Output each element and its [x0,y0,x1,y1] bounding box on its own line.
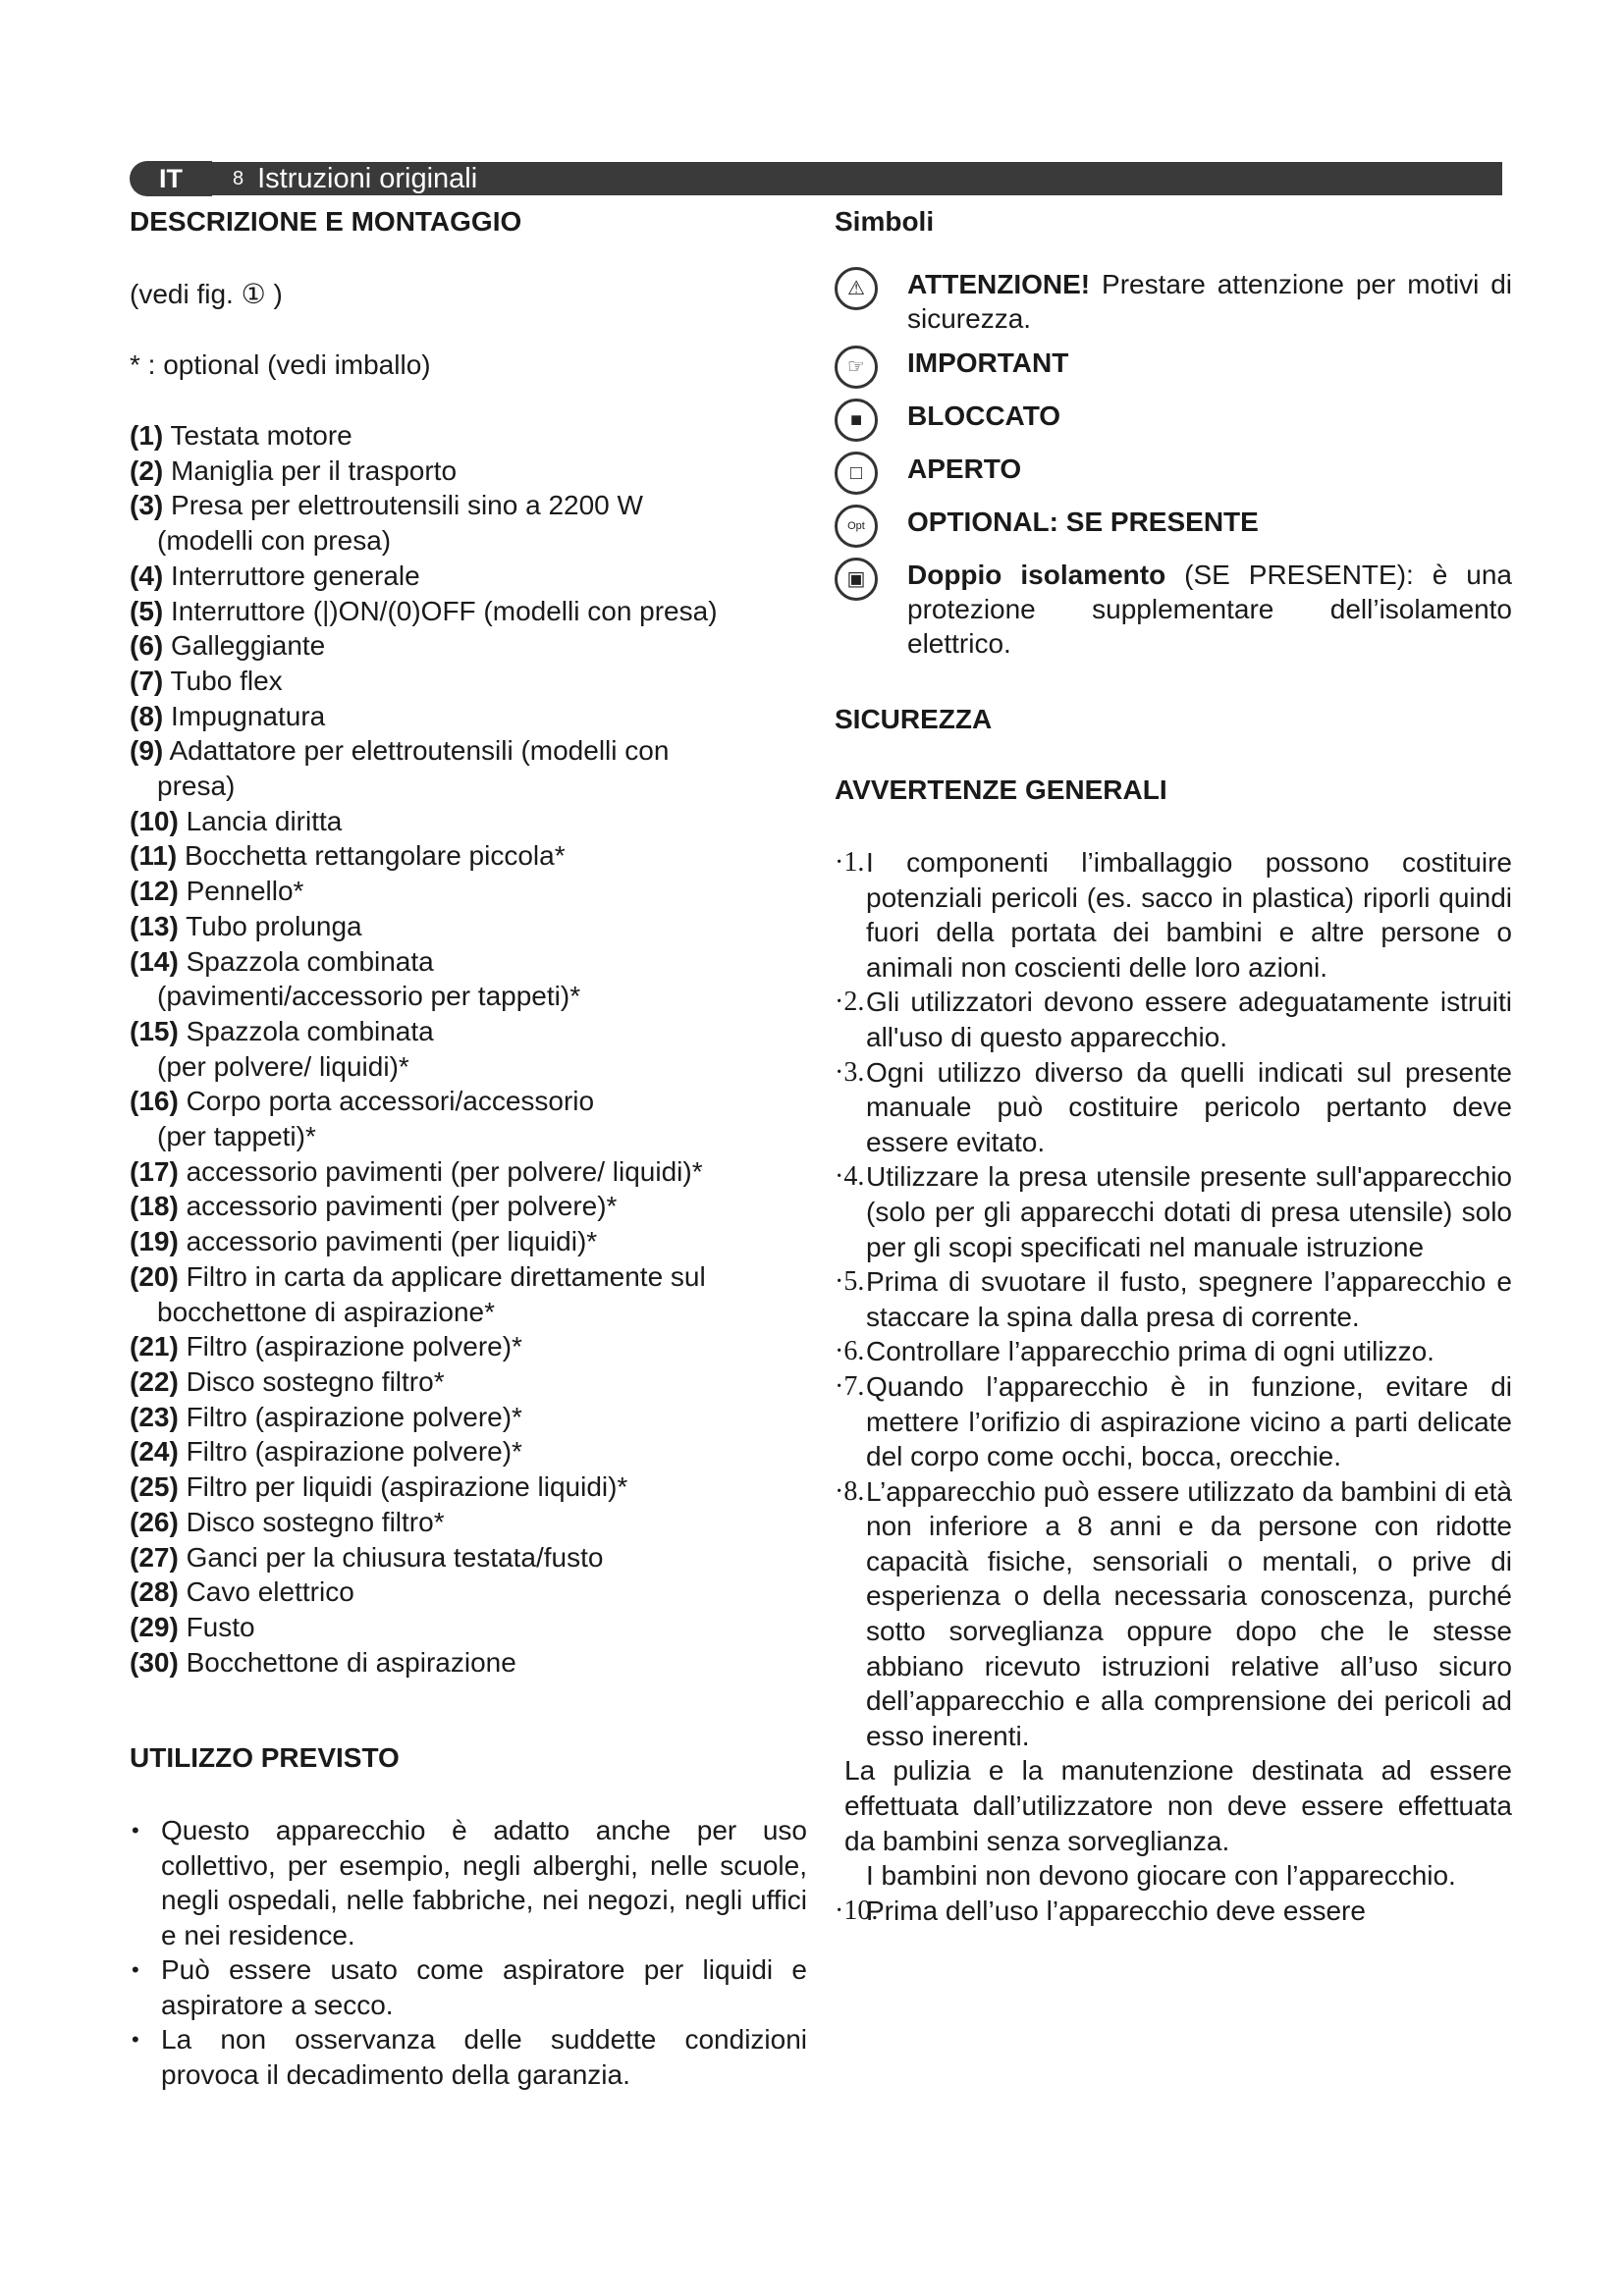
left-column [130,206,807,2092]
optional-note: * : optional (vedi imballo) [130,349,431,380]
figure-reference: (vedi fig. ① ) [130,279,283,309]
part-item [130,1259,807,1295]
part-item [130,1505,807,1540]
lock-open-icon: □ [835,452,878,495]
part-label: Spazzola combinata [186,1015,434,1046]
symbol-label: IMPORTANT [907,347,1069,378]
warning-text: L’apparecchio può essere utilizzato da bambini di età non inferiore a 8 anni e da persone con ridotte capacità fisiche, sensoriali o mentali, o prive di esperienza o della necessaria conoscenza, purché sotto sorveglianza oppure dopo che le stesse abbiano ricevuto istruzioni relative all’uso sicuro dell’apparecchio e alla comprensione dei pericoli ad esso inerenti. [866,1475,1512,1751]
warnings-list [835,845,1512,1753]
part-number: (23) [130,1401,179,1432]
part-label: Impugnatura [171,700,326,731]
warning-text: I componenti l’imballaggio possono costituire potenziali pericoli (es. sacco in plastica) riporli quindi fuori della portata dei bambini e altre persone o animali non coscienti delle loro azioni. [866,847,1512,983]
part-number: (15) [130,1015,179,1046]
part-label: Interruttore generale [171,560,420,591]
symbol-description [907,267,1512,336]
part-item [130,454,807,489]
part-number: (12) [130,876,179,907]
part-item [130,418,807,454]
part-label: Filtro in carta da applicare direttamente sul [186,1260,706,1292]
part-label: Bocchetta rettangolare piccola* [185,840,566,872]
part-number: (9) [130,735,164,767]
warning-number: ·5. [835,1266,865,1298]
part-number: (25) [130,1471,179,1503]
part-label: Bocchettone di aspirazione [186,1646,516,1678]
warning-item [835,1159,1512,1264]
warning-text: Prima dell’uso l’apparecchio deve essere [866,1895,1366,1926]
part-item [130,874,807,909]
symbol-label: Doppio isolamento [907,560,1166,590]
part-item [130,1540,807,1575]
part-number: (18) [130,1191,179,1222]
part-label: Cavo elettrico [186,1576,354,1608]
part-label: Interruttore (|)ON/(0)OFF (modelli con presa) [171,595,718,626]
double-insulation-icon: ▣ [835,558,878,601]
part-number: (21) [130,1331,179,1362]
symbol-row [835,399,1512,442]
part-number: (2) [130,454,164,486]
part-label: Ganci per la chiusura testata/fusto [186,1541,604,1573]
section-heading-symbols: Simboli [835,206,935,237]
part-number: (22) [130,1365,179,1397]
symbol-row [835,505,1512,548]
symbol-description [907,346,1512,380]
symbol-row [835,558,1512,661]
children-note: I bambini non devono giocare con l’apparecchio. [866,1860,1456,1892]
part-item [130,664,807,699]
section-heading-description: DESCRIZIONE E MONTAGGIO [130,206,522,237]
part-item [130,1084,807,1119]
warning-item [835,845,1512,985]
part-label: Corpo porta accessori/accessorio [186,1086,595,1117]
part-number: (27) [130,1541,179,1573]
warning-text: Utilizzare la presa utensile presente sull'apparecchio (solo per gli apparecchi dotati di presa utensile) solo per gli scopi specificati nel manuale istruzione [866,1161,1512,1262]
warning-text: Quando l’apparecchio è in funzione, evitare di mettere l’orifizio di aspirazione vicino a parti delicate del corpo come occhi, bocca, orecchie. [866,1370,1512,1472]
part-item [130,699,807,734]
part-number: (13) [130,910,179,941]
part-number: (14) [130,945,179,977]
part-continuation: (modelli con presa) [157,525,392,557]
warning-text: Controllare l’apparecchio prima di ogni utilizzo. [866,1336,1435,1367]
part-item [130,804,807,839]
part-number: (7) [130,665,164,696]
warning-item-10 [835,1894,1512,1929]
warning-number: ·1. [835,847,865,878]
part-item [130,1224,807,1259]
warning-number: ·7. [835,1370,865,1402]
part-continuation: (per polvere/ liquidi)* [157,1050,409,1082]
part-item [130,594,807,629]
part-number: (3) [130,490,164,521]
part-label: Lancia diritta [186,805,343,836]
warning-item [835,1264,1512,1334]
symbol-row [835,346,1512,389]
symbol-text: (SE PRESENTE): è una protezione supplementare dell’isolamento elettrico. [907,560,1513,659]
part-number: (28) [130,1576,179,1608]
part-number: (30) [130,1646,179,1678]
part-label: Testata motore [170,420,352,451]
part-label: Presa per elettroutensili sino a 2200 W [171,490,643,521]
symbol-label: BLOCCATO [907,400,1061,431]
part-number: (10) [130,805,179,836]
symbol-row [835,267,1512,336]
section-heading-general-warnings: AVVERTENZE GENERALI [835,774,1167,805]
part-number: (26) [130,1506,179,1537]
part-item [130,1364,807,1400]
part-item [130,1645,807,1681]
part-continuation: presa) [157,771,236,802]
part-label: Filtro (aspirazione polvere)* [186,1401,522,1432]
right-column [835,206,1512,1928]
part-item [130,1610,807,1645]
warning-icon: ⚠ [835,267,878,310]
symbol-description [907,505,1512,539]
symbol-description [907,558,1512,661]
lock-closed-icon: ■ [835,399,878,442]
part-item [130,1189,807,1224]
part-number: (16) [130,1086,179,1117]
part-item [130,559,807,594]
symbols-list [835,267,1512,661]
part-label: Adattatore per elettroutensili (modelli con [169,735,670,767]
part-label: Tubo prolunga [186,910,362,941]
part-label: Galleggiante [171,630,326,662]
part-item [130,944,807,980]
part-item [130,1575,807,1610]
part-number: (29) [130,1611,179,1642]
pointing-hand-icon: ☞ [835,346,878,389]
part-number: (19) [130,1226,179,1257]
part-label: Disco sostegno filtro* [186,1506,445,1537]
warning-number: ·10. [835,1895,879,1926]
part-number: (1) [130,420,164,451]
part-continuation: (per tappeti)* [157,1121,316,1152]
warning-text: Prima di svuotare il fusto, spegnere l’apparecchio e staccare la spina dalla presa di corrente. [866,1266,1512,1332]
warning-item [835,1055,1512,1160]
warning-number: ·8. [835,1475,865,1507]
symbol-text: Prestare attenzione per motivi di sicurezza. [907,269,1512,334]
warning-item [835,1474,1512,1754]
part-item [130,909,807,944]
warning-number: ·6. [835,1336,865,1367]
warning-text: Gli utilizzatori devono essere adeguatamente istruiti all'uso di questo apparecchio. [866,987,1512,1052]
usage-bullet: • La non osservanza delle suddette condizioni provoca il decadimento della garanzia. [130,2022,807,2092]
part-number: (5) [130,595,164,626]
part-label: Filtro (aspirazione polvere)* [186,1436,522,1468]
part-item [130,838,807,874]
header-title: Istruzioni originali [257,162,478,194]
part-item [130,1400,807,1435]
symbol-row [835,452,1512,495]
part-label: Spazzola combinata [186,945,434,977]
section-heading-safety: SICUREZZA [835,704,993,734]
warning-text: Ogni utilizzo diverso da quelli indicati sul presente manuale può costituire pericolo pertanto deve essere evitato. [866,1056,1512,1157]
part-number: (20) [130,1260,179,1292]
symbol-label: ATTENZIONE! [907,269,1091,299]
part-number: (24) [130,1436,179,1468]
part-label: Filtro per liquidi (aspirazione liquidi)* [186,1471,628,1503]
part-item [130,733,807,769]
part-label: accessorio pavimenti (per polvere/ liquidi)* [186,1155,703,1187]
part-item [130,628,807,664]
warning-number: ·2. [835,987,865,1018]
warning-item [835,1334,1512,1369]
symbol-description [907,452,1512,486]
part-label: Filtro (aspirazione polvere)* [186,1331,522,1362]
part-label: accessorio pavimenti (per polvere)* [186,1191,618,1222]
usage-list [130,1813,807,2092]
part-number: (11) [130,840,178,872]
symbol-description [907,399,1512,433]
part-item [130,1329,807,1364]
part-item [130,1154,807,1190]
part-label: Fusto [186,1611,255,1642]
part-label: Pennello* [186,876,304,907]
part-label: Maniglia per il trasporto [171,454,458,486]
header-bar [211,162,1502,195]
parts-list [130,418,807,1680]
part-item [130,488,807,523]
section-heading-usage: UTILIZZO PREVISTO [130,1742,400,1774]
part-number: (8) [130,700,164,731]
symbol-label: OPTIONAL: SE PRESENTE [907,507,1259,537]
page-number: 8 [233,167,244,189]
language-badge: IT [130,161,212,196]
warning-item [835,1369,1512,1474]
warning-item [835,985,1512,1054]
part-item [130,1469,807,1505]
part-label: Tubo flex [170,665,283,696]
part-number: (4) [130,560,164,591]
symbol-label: APERTO [907,454,1022,484]
part-number: (6) [130,630,164,662]
warning-number: ·3. [835,1056,865,1088]
usage-bullet: • Può essere usato come aspiratore per liquidi e aspiratore a secco. [130,1952,807,2022]
part-label: Disco sostegno filtro* [186,1365,445,1397]
optional-icon: Opt [835,505,878,548]
part-label: accessorio pavimenti (per liquidi)* [186,1226,598,1257]
part-number: (17) [130,1155,179,1187]
usage-bullet: • Questo apparecchio è adatto anche per uso collettivo, per esempio, negli alberghi, nelle scuole, negli ospedali, nelle fabbriche, nei negozi, negli uffici e nei residence. [130,1813,807,1952]
cleaning-note: La pulizia e la manutenzione destinata ad essere effettuata dall’utilizzatore non deve essere effettuata da bambini senza sorveglianza. [844,1755,1512,1856]
part-continuation: (pavimenti/accessorio per tappeti)* [157,981,581,1012]
part-item [130,1434,807,1469]
warning-number: ·4. [835,1161,865,1193]
part-item [130,1014,807,1049]
part-continuation: bocchettone di aspirazione* [157,1296,496,1327]
